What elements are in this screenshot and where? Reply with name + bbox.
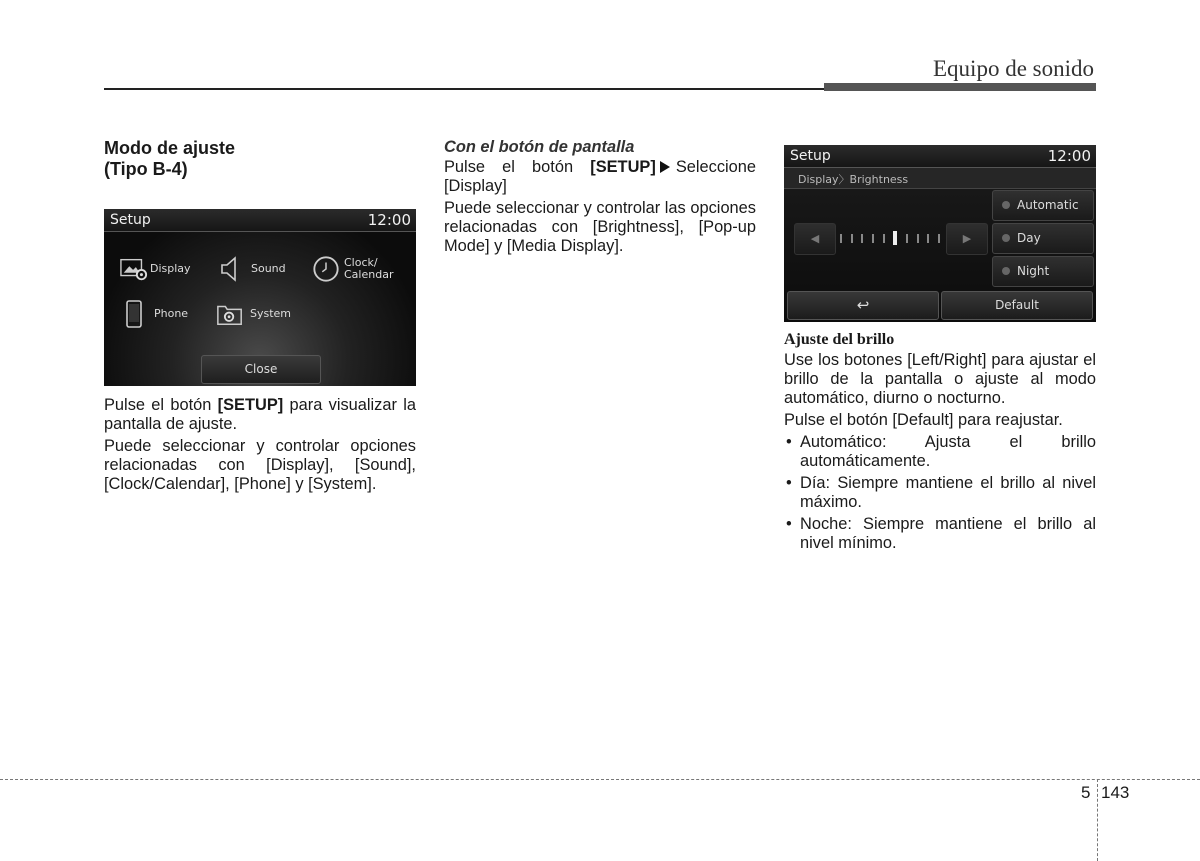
setup-menu-screenshot bbox=[104, 209, 416, 386]
default-button[interactable]: Default bbox=[941, 291, 1093, 320]
footer-divider bbox=[1097, 779, 1098, 861]
paragraph-select-display bbox=[444, 158, 756, 196]
menu-clock-label bbox=[344, 257, 393, 281]
paragraph-setup-intro bbox=[104, 396, 416, 434]
subheading-brightness: Ajuste del brillo bbox=[784, 331, 895, 348]
menu-system[interactable] bbox=[216, 300, 291, 328]
slider-tick bbox=[883, 234, 885, 243]
radio-icon bbox=[1002, 267, 1010, 275]
menu-system-label: System bbox=[250, 307, 292, 320]
section-heading bbox=[104, 138, 416, 180]
screen-title: Setup bbox=[110, 212, 151, 228]
heading-line-2: (Tipo B-4) bbox=[104, 159, 188, 179]
screen-title-bar bbox=[784, 145, 1096, 168]
folder-gear-icon bbox=[216, 300, 244, 328]
arrow-right-icon bbox=[660, 161, 670, 173]
chapter-number: 5 bbox=[1081, 783, 1091, 802]
menu-display-label: Display bbox=[150, 262, 191, 275]
breadcrumb bbox=[784, 168, 1096, 189]
back-button[interactable]: ↩ bbox=[787, 291, 939, 320]
footer-rule bbox=[0, 779, 1200, 780]
menu-clock-label-line-2: Calendar bbox=[344, 268, 394, 281]
menu-phone-label: Phone bbox=[154, 307, 189, 320]
display-icon bbox=[120, 255, 148, 283]
slider-tick bbox=[851, 234, 853, 243]
radio-icon bbox=[1002, 234, 1010, 242]
clock-icon bbox=[312, 255, 340, 283]
text-run: Seleccione [Display] bbox=[444, 158, 756, 195]
close-button[interactable]: Close bbox=[201, 355, 321, 384]
list-item: • Automático: Ajusta el brillo automáticamente. bbox=[784, 433, 1096, 471]
text-run: Pulse el botón bbox=[104, 396, 212, 414]
list-item: • Día: Siempre mantiene el brillo al nivel máximo. bbox=[784, 474, 1096, 512]
slider-tick bbox=[938, 234, 940, 243]
phone-icon bbox=[120, 300, 148, 328]
screen-clock: 12:00 bbox=[1047, 147, 1091, 165]
option-automatic[interactable] bbox=[992, 190, 1094, 221]
paragraph-default-reset: Pulse el botón [Default] para reajustar. bbox=[784, 411, 1063, 429]
menu-clock-calendar[interactable] bbox=[312, 255, 393, 283]
header-rule-accent bbox=[824, 83, 1096, 91]
column-1 bbox=[104, 138, 416, 180]
column-3 bbox=[784, 330, 1096, 556]
option-day[interactable] bbox=[992, 223, 1094, 254]
screen-title-bar bbox=[104, 209, 416, 232]
page-number: 143 bbox=[1101, 783, 1130, 802]
slider-tick bbox=[840, 234, 842, 243]
menu-display[interactable] bbox=[120, 255, 191, 283]
brightness-screenshot bbox=[784, 145, 1096, 322]
option-label: Night bbox=[1017, 264, 1050, 278]
column-2 bbox=[444, 138, 756, 259]
setup-button-ref: [SETUP] bbox=[590, 158, 656, 176]
radio-icon bbox=[1002, 201, 1010, 209]
speaker-icon bbox=[217, 255, 245, 283]
menu-sound-label: Sound bbox=[251, 262, 286, 275]
slider-tick bbox=[861, 234, 863, 243]
paragraph-setup-options: Puede seleccionar y controlar opciones relacionadas con [Display], [Sound], [Clock/Calendar], [Phone] y [System]. bbox=[104, 437, 416, 493]
setup-button-ref: [SETUP] bbox=[217, 396, 284, 414]
text-run: para visualizar la pantalla de ajuste. bbox=[104, 396, 416, 433]
subheading-screen-button: Con el botón de pantalla bbox=[444, 138, 635, 156]
column-1-body bbox=[104, 396, 416, 497]
screen-title: Setup bbox=[790, 148, 831, 164]
screen-clock: 12:00 bbox=[367, 211, 411, 229]
menu-clock-label-line-1: Clock/ bbox=[344, 256, 378, 269]
paragraph-display-options: Puede seleccionar y controlar las opciones relacionadas con [Brightness], [Pop-up Mode] y [Media Display]. bbox=[444, 199, 756, 255]
brightness-right-button[interactable]: ▶ bbox=[946, 223, 988, 255]
slider-tick bbox=[917, 234, 919, 243]
running-header: Equipo de sonido bbox=[933, 56, 1094, 81]
option-label: Day bbox=[1017, 231, 1041, 245]
header-rule bbox=[104, 88, 824, 90]
paragraph-brightness-adjust: Use los botones [Left/Right] para ajustar el brillo de la pantalla o ajuste al modo automático, diurno o nocturno. bbox=[784, 351, 1096, 407]
breadcrumb-text: Display〉Brightness bbox=[798, 173, 909, 186]
heading-line-1: Modo de ajuste bbox=[104, 138, 236, 158]
brightness-slider[interactable] bbox=[840, 231, 940, 245]
slider-thumb[interactable] bbox=[893, 231, 897, 245]
option-label: Automatic bbox=[1017, 198, 1079, 212]
brightness-left-button[interactable]: ◀ bbox=[794, 223, 836, 255]
slider-tick bbox=[927, 234, 929, 243]
menu-sound[interactable] bbox=[217, 255, 286, 283]
option-night[interactable] bbox=[992, 256, 1094, 287]
brightness-mode-list bbox=[784, 433, 1096, 553]
slider-tick bbox=[906, 234, 908, 243]
text-run: Pulse el botón bbox=[444, 158, 574, 176]
slider-tick bbox=[872, 234, 874, 243]
list-item: • Noche: Siempre mantiene el brillo al nivel mínimo. bbox=[784, 515, 1096, 553]
menu-phone[interactable] bbox=[120, 300, 188, 328]
